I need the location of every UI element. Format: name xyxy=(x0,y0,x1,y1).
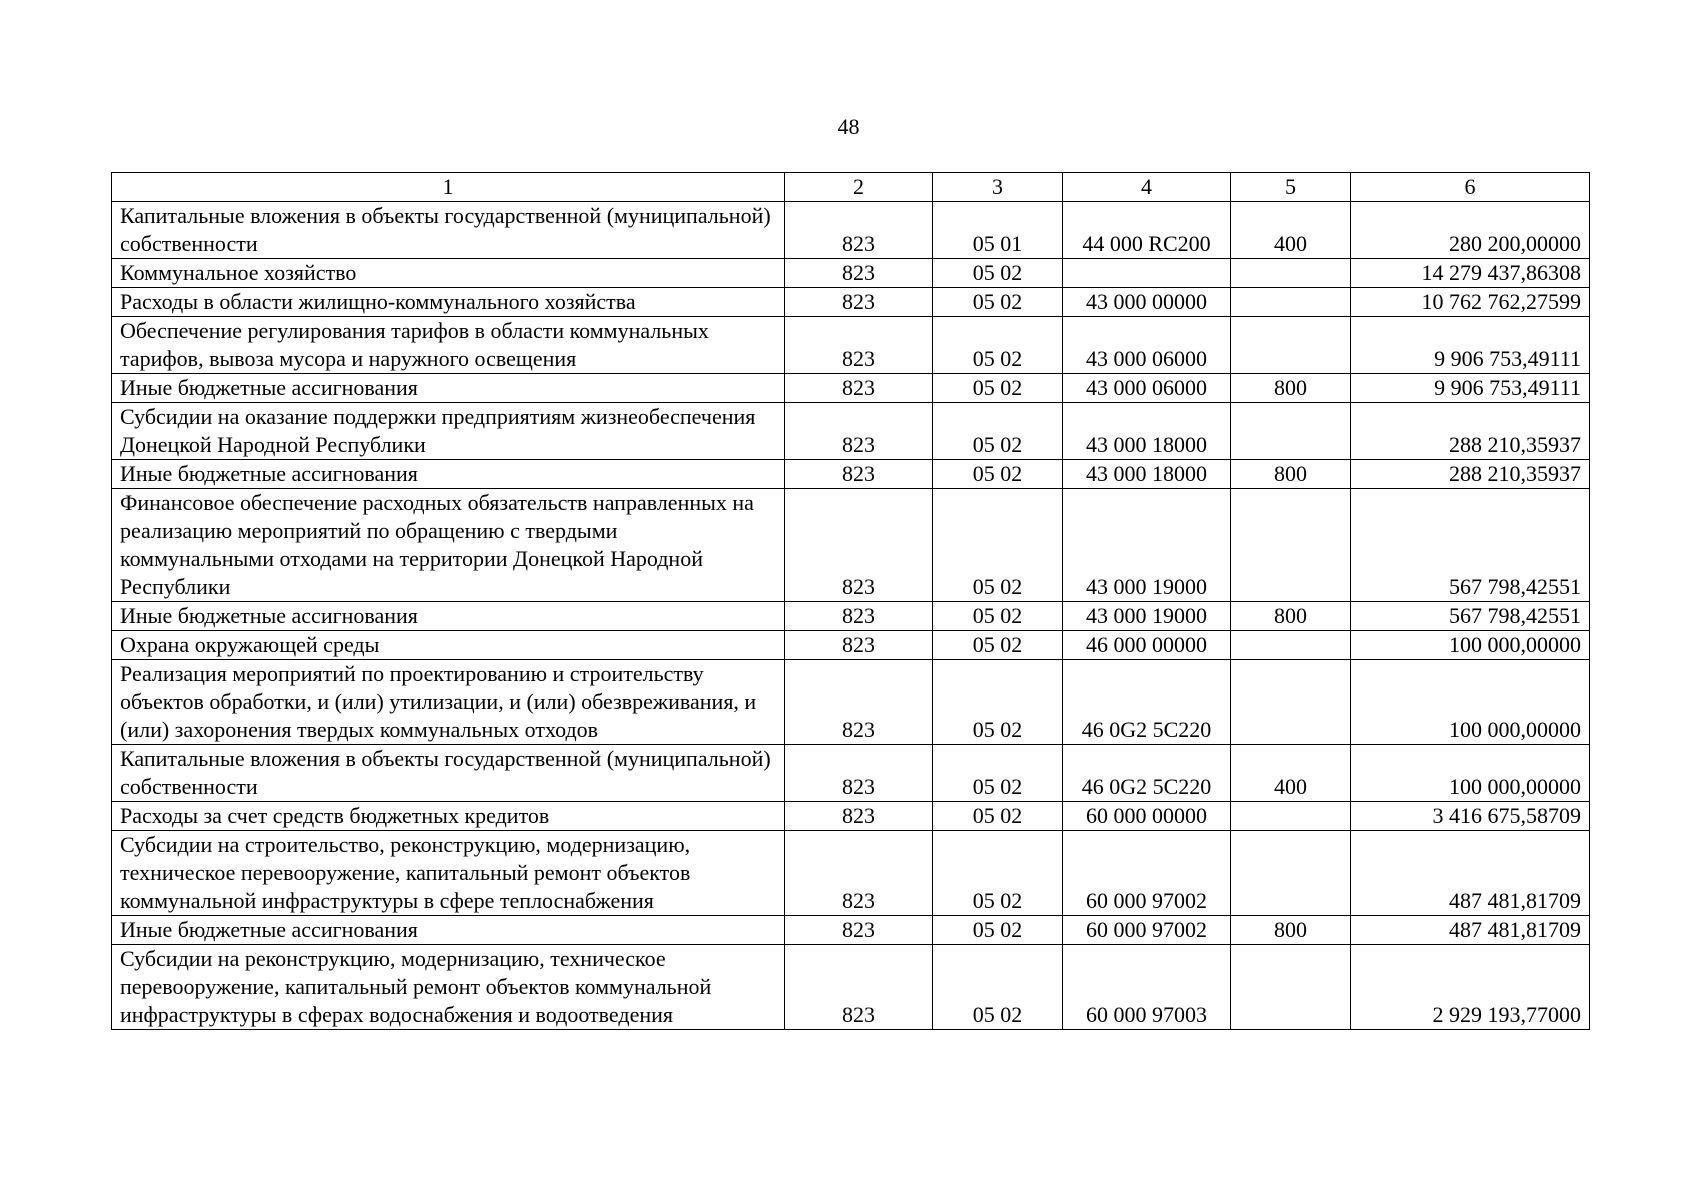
code-cell: 823 xyxy=(785,802,933,831)
code-cell: 823 xyxy=(785,460,933,489)
target-article-cell: 43 000 19000 xyxy=(1063,489,1231,602)
target-article-cell: 60 000 97002 xyxy=(1063,831,1231,916)
code-cell: 823 xyxy=(785,317,933,374)
target-article-cell: 46 0G2 5C220 xyxy=(1063,660,1231,745)
section-cell: 05 02 xyxy=(933,802,1063,831)
description-cell: Субсидии на оказание поддержки предприятиям жизнеобеспечения Донецкой Народной Республики xyxy=(112,403,785,460)
table-body xyxy=(112,202,1590,1030)
section-cell: 05 02 xyxy=(933,403,1063,460)
description-cell: Охрана окружающей среды xyxy=(112,631,785,660)
section-cell: 05 02 xyxy=(933,945,1063,1030)
expense-type-cell: 800 xyxy=(1231,460,1351,489)
header-col-5: 5 xyxy=(1231,173,1351,202)
code-cell: 823 xyxy=(785,602,933,631)
expense-type-cell xyxy=(1231,288,1351,317)
section-cell: 05 02 xyxy=(933,745,1063,802)
expense-type-cell xyxy=(1231,259,1351,288)
amount-cell: 487 481,81709 xyxy=(1351,916,1590,945)
expense-type-cell: 400 xyxy=(1231,745,1351,802)
code-cell: 823 xyxy=(785,916,933,945)
table-row xyxy=(112,288,1590,317)
amount-cell: 9 906 753,49111 xyxy=(1351,374,1590,403)
target-article-cell: 43 000 19000 xyxy=(1063,602,1231,631)
expense-type-cell xyxy=(1231,660,1351,745)
code-cell: 823 xyxy=(785,745,933,802)
expense-type-cell xyxy=(1231,945,1351,1030)
description-cell: Субсидии на строительство, реконструкцию, модернизацию, техническое перевооружение, капитальный ремонт объектов коммунальной инфраструктуры в сфере теплоснабжения xyxy=(112,831,785,916)
amount-cell: 100 000,00000 xyxy=(1351,660,1590,745)
section-cell: 05 02 xyxy=(933,660,1063,745)
expense-type-cell xyxy=(1231,403,1351,460)
code-cell: 823 xyxy=(785,945,933,1030)
table-row xyxy=(112,916,1590,945)
header-col-1: 1 xyxy=(112,173,785,202)
target-article-cell: 43 000 06000 xyxy=(1063,374,1231,403)
description-cell: Капитальные вложения в объекты государственной (муниципальной) собственности xyxy=(112,745,785,802)
amount-cell: 10 762 762,27599 xyxy=(1351,288,1590,317)
section-cell: 05 01 xyxy=(933,202,1063,259)
section-cell: 05 02 xyxy=(933,259,1063,288)
table-row xyxy=(112,202,1590,259)
description-cell: Иные бюджетные ассигнования xyxy=(112,916,785,945)
table-row xyxy=(112,489,1590,602)
target-article-cell: 60 000 00000 xyxy=(1063,802,1231,831)
header-col-2: 2 xyxy=(785,173,933,202)
amount-cell: 280 200,00000 xyxy=(1351,202,1590,259)
target-article-cell: 44 000 RC200 xyxy=(1063,202,1231,259)
table-row xyxy=(112,745,1590,802)
expense-type-cell: 400 xyxy=(1231,202,1351,259)
section-cell: 05 02 xyxy=(933,460,1063,489)
section-cell: 05 02 xyxy=(933,602,1063,631)
target-article-cell: 43 000 18000 xyxy=(1063,403,1231,460)
table-row xyxy=(112,631,1590,660)
section-cell: 05 02 xyxy=(933,288,1063,317)
code-cell: 823 xyxy=(785,202,933,259)
expense-type-cell xyxy=(1231,489,1351,602)
table-row xyxy=(112,660,1590,745)
description-cell: Финансовое обеспечение расходных обязательств направленных на реализацию мероприятий по обращению с твердыми коммунальными отходами на территории Донецкой Народной Республики xyxy=(112,489,785,602)
table-header xyxy=(112,173,1590,202)
expense-type-cell xyxy=(1231,802,1351,831)
expense-type-cell xyxy=(1231,631,1351,660)
description-cell: Капитальные вложения в объекты государственной (муниципальной) собственности xyxy=(112,202,785,259)
target-article-cell xyxy=(1063,259,1231,288)
target-article-cell: 46 0G2 5C220 xyxy=(1063,745,1231,802)
expense-type-cell: 800 xyxy=(1231,916,1351,945)
code-cell: 823 xyxy=(785,403,933,460)
description-cell: Расходы в области жилищно-коммунального хозяйства xyxy=(112,288,785,317)
description-cell: Обеспечение регулирования тарифов в области коммунальных тарифов, вывоза мусора и наружного освещения xyxy=(112,317,785,374)
code-cell: 823 xyxy=(785,660,933,745)
description-cell: Иные бюджетные ассигнования xyxy=(112,460,785,489)
section-cell: 05 02 xyxy=(933,489,1063,602)
section-cell: 05 02 xyxy=(933,831,1063,916)
header-col-3: 3 xyxy=(933,173,1063,202)
description-cell: Субсидии на реконструкцию, модернизацию, техническое перевооружение, капитальный ремонт объектов коммунальной инфраструктуры в сферах водоснабжения и водоотведения xyxy=(112,945,785,1030)
budget-table xyxy=(111,172,1590,1030)
table-row xyxy=(112,945,1590,1030)
table-row xyxy=(112,802,1590,831)
table-row xyxy=(112,602,1590,631)
description-cell: Иные бюджетные ассигнования xyxy=(112,602,785,631)
expense-type-cell: 800 xyxy=(1231,602,1351,631)
section-cell: 05 02 xyxy=(933,631,1063,660)
code-cell: 823 xyxy=(785,489,933,602)
target-article-cell: 60 000 97002 xyxy=(1063,916,1231,945)
amount-cell: 288 210,35937 xyxy=(1351,403,1590,460)
table-row xyxy=(112,374,1590,403)
amount-cell: 567 798,42551 xyxy=(1351,489,1590,602)
target-article-cell: 60 000 97003 xyxy=(1063,945,1231,1030)
code-cell: 823 xyxy=(785,831,933,916)
expense-type-cell: 800 xyxy=(1231,374,1351,403)
code-cell: 823 xyxy=(785,288,933,317)
amount-cell: 487 481,81709 xyxy=(1351,831,1590,916)
header-row xyxy=(112,173,1590,202)
description-cell: Иные бюджетные ассигнования xyxy=(112,374,785,403)
amount-cell: 9 906 753,49111 xyxy=(1351,317,1590,374)
description-cell: Коммунальное хозяйство xyxy=(112,259,785,288)
code-cell: 823 xyxy=(785,259,933,288)
amount-cell: 3 416 675,58709 xyxy=(1351,802,1590,831)
target-article-cell: 43 000 00000 xyxy=(1063,288,1231,317)
header-col-6: 6 xyxy=(1351,173,1590,202)
target-article-cell: 43 000 18000 xyxy=(1063,460,1231,489)
table-row xyxy=(112,259,1590,288)
target-article-cell: 46 000 00000 xyxy=(1063,631,1231,660)
section-cell: 05 02 xyxy=(933,374,1063,403)
amount-cell: 288 210,35937 xyxy=(1351,460,1590,489)
table-row xyxy=(112,460,1590,489)
amount-cell: 2 929 193,77000 xyxy=(1351,945,1590,1030)
table-row xyxy=(112,831,1590,916)
expense-type-cell xyxy=(1231,317,1351,374)
header-col-4: 4 xyxy=(1063,173,1231,202)
code-cell: 823 xyxy=(785,631,933,660)
section-cell: 05 02 xyxy=(933,916,1063,945)
code-cell: 823 xyxy=(785,374,933,403)
amount-cell: 100 000,00000 xyxy=(1351,631,1590,660)
section-cell: 05 02 xyxy=(933,317,1063,374)
table-row xyxy=(112,317,1590,374)
page-number: 48 xyxy=(837,114,860,139)
amount-cell: 100 000,00000 xyxy=(1351,745,1590,802)
amount-cell: 14 279 437,86308 xyxy=(1351,259,1590,288)
target-article-cell: 43 000 06000 xyxy=(1063,317,1231,374)
table-row xyxy=(112,403,1590,460)
expense-type-cell xyxy=(1231,831,1351,916)
description-cell: Расходы за счет средств бюджетных кредитов xyxy=(112,802,785,831)
amount-cell: 567 798,42551 xyxy=(1351,602,1590,631)
description-cell: Реализация мероприятий по проектированию и строительству объектов обработки, и (или) утилизации, и (или) обезвреживания, и (или) захоронения твердых коммунальных отходов xyxy=(112,660,785,745)
